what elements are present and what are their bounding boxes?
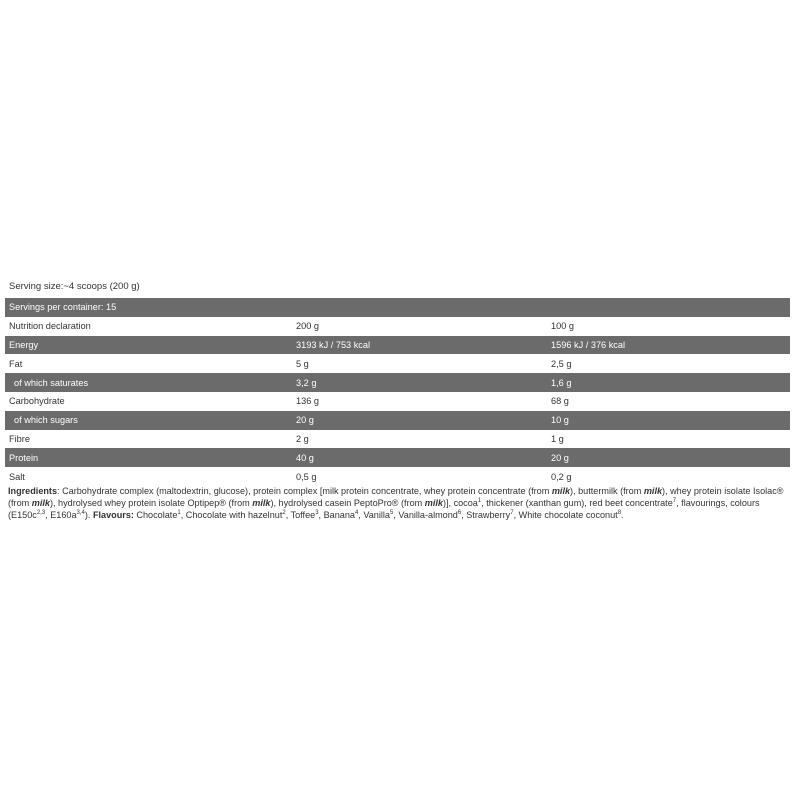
allergen-milk: milk	[643, 486, 663, 496]
nutrition-row	[5, 411, 790, 430]
nutrition-row	[5, 317, 790, 336]
value-per-serving: 0,5 g	[296, 471, 317, 482]
footnote-ref: 3,4	[76, 509, 85, 516]
footnote-ref: 1	[177, 509, 181, 516]
value-per-serving: 3193 kJ / 753 kcal	[296, 339, 371, 350]
nutrient-label: of which sugars	[14, 415, 78, 426]
nutrient-label: Protein	[9, 452, 39, 463]
nutrient-label: Fat	[9, 358, 23, 369]
footnote-ref: 2	[282, 509, 286, 516]
value-per-100g: 100 g	[551, 321, 574, 332]
value-per-100g: 2,5 g	[551, 358, 572, 369]
flavour: , Strawberry	[461, 510, 511, 520]
value-per-100g: 10 g	[551, 415, 569, 426]
footnote-ref: 3	[315, 509, 319, 516]
nutrient-label: of which saturates	[14, 377, 89, 388]
ingredients-part: ), whey protein isolate Isolac® (from	[8, 486, 784, 508]
nutrient-label: Nutrition declaration	[9, 321, 91, 332]
footnote-ref: 8	[617, 509, 622, 516]
ingredients-part: ), buttermilk (from	[570, 486, 644, 496]
value-per-100g: 20 g	[551, 452, 569, 463]
allergen-milk: milk	[424, 498, 443, 508]
value-per-serving: 20 g	[296, 415, 314, 426]
ingredients-part: : Carbohydrate complex (maltodextrin, glucose), protein complex [milk protein concentrate, whey protein concentrate (from	[57, 486, 552, 496]
nutrient-label: Salt	[9, 471, 25, 482]
nutrient-label: Fibre	[9, 433, 30, 444]
value-per-serving: 2 g	[296, 433, 309, 444]
nutrition-table	[5, 298, 790, 486]
value-per-100g: 68 g	[551, 396, 569, 407]
nutrient-label: Energy	[9, 339, 39, 350]
ingredients-text	[8, 485, 793, 521]
value-per-serving: 3,2 g	[296, 377, 317, 388]
footnote-ref: 7	[510, 509, 514, 516]
nutrition-row	[5, 392, 790, 411]
flavour: , Vanilla-almond	[393, 510, 458, 520]
serving-size: Serving size:~4 scoops (200 g)	[9, 281, 140, 292]
footnote-ref: 6	[457, 509, 462, 516]
ingredients-label: Ingredients	[8, 486, 58, 496]
nutrition-row	[5, 430, 790, 449]
value-per-serving: 5 g	[296, 358, 309, 369]
ingredients-part: ), hydrolysed whey protein isolate Optipep® (from	[49, 498, 253, 508]
ingredients-part: , thickener (xanthan gum), red beet concentrate	[481, 498, 673, 508]
allergen-milk: milk	[31, 498, 50, 508]
ingredients-part: ).	[84, 510, 93, 520]
nutrition-row	[5, 448, 790, 467]
footnote-ref: 5	[389, 509, 394, 516]
nutrition-row	[5, 354, 790, 373]
ingredients-part: , E160a	[45, 510, 77, 520]
flavour: , Vanilla	[358, 510, 390, 520]
footnote-ref: 7	[672, 497, 677, 504]
flavours-label: Flavours:	[92, 510, 134, 520]
value-per-100g: 0,2 g	[551, 471, 572, 482]
allergen-milk: milk	[551, 486, 571, 496]
flavour: , White chocolate coconut	[513, 510, 618, 520]
nutrition-row	[5, 373, 790, 392]
value-per-serving: 40 g	[296, 452, 314, 463]
ingredients-part: )], cocoa	[442, 498, 478, 508]
ingredients-part: ), hydrolysed casein PeptoPro® (from	[270, 498, 425, 508]
value-per-100g: 1596 kJ / 376 kcal	[551, 339, 626, 350]
ingredients-part: .	[621, 510, 624, 520]
nutrition-rows	[5, 317, 790, 486]
servings-per-container: Servings per container: 15	[9, 302, 117, 313]
nutrition-row	[5, 336, 790, 355]
servings-per-container-row	[5, 298, 790, 317]
flavour: , Toffee	[285, 510, 316, 520]
nutrient-label: Carbohydrate	[9, 396, 65, 407]
nutrition-row	[5, 467, 790, 486]
ingredients-part: , flavourings, colours (E150c	[8, 498, 760, 520]
footnote-ref: 2,3	[36, 509, 46, 516]
value-per-100g: 1,6 g	[551, 377, 572, 388]
value-per-serving: 136 g	[296, 396, 319, 407]
footnote-ref: 1	[477, 497, 482, 504]
flavour: , Banana	[318, 510, 355, 520]
value-per-100g: 1 g	[551, 433, 564, 444]
footnote-ref: 4	[354, 509, 359, 516]
allergen-milk: milk	[252, 498, 271, 508]
flavour: Chocolate	[133, 510, 178, 520]
flavour: , Chocolate with hazelnut	[180, 510, 283, 520]
value-per-serving: 200 g	[296, 321, 319, 332]
